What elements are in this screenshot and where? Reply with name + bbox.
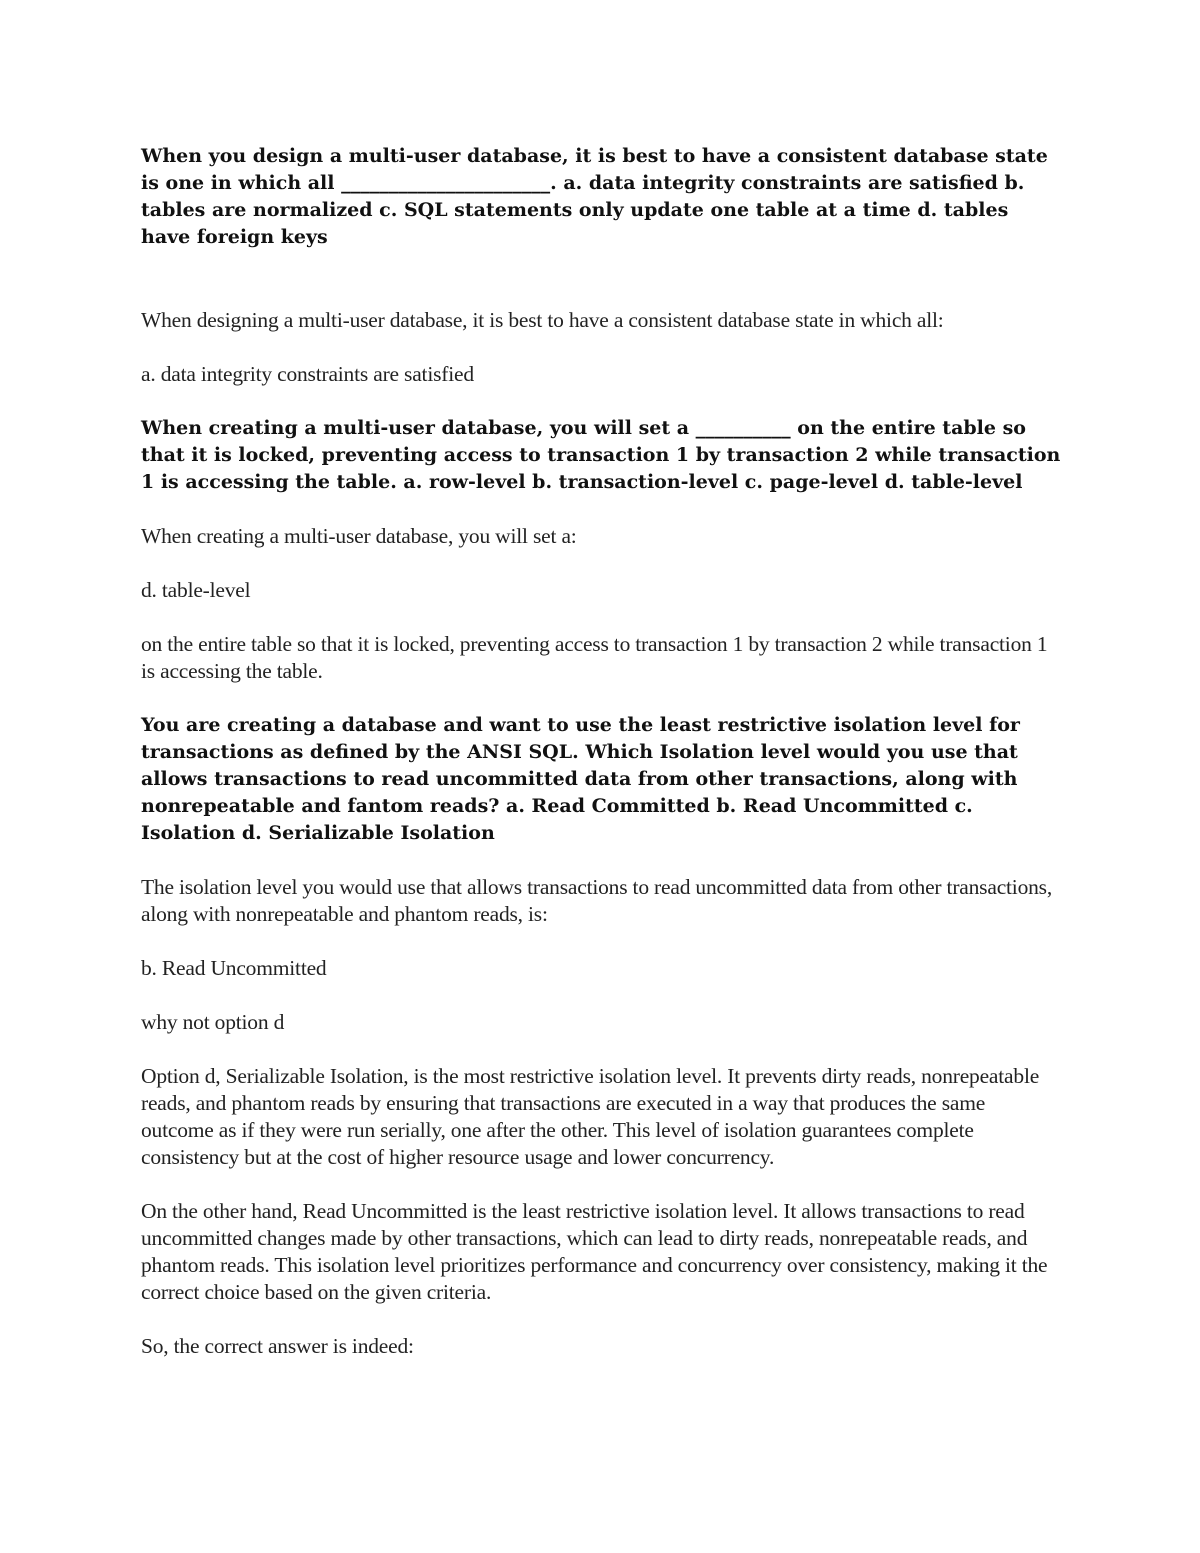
question-paragraph: When creating a multi-user database, you will set a __________ on the entire table so that it is locked, preventing access to transaction 1 by transaction 2 while transaction 1 is accessing the table. a. row-level b. transaction-level c. page-level d. table-level xyxy=(141,417,1061,493)
answer-paragraph: So, the correct answer is indeed: xyxy=(141,1334,414,1358)
answer-paragraph: On the other hand, Read Uncommitted is the least restrictive isolation level. It allows transactions to read uncommitted changes made by other transactions, which can lead to dirty reads, nonrepeatable reads, and phantom reads. This isolation level prioritizes performance and concurrency over consistency, making it the correct choice based on the given criteria. xyxy=(141,1199,1048,1304)
answer-paragraph: why not option d xyxy=(141,1010,285,1034)
answer-paragraph: a. data integrity constraints are satisfied xyxy=(141,362,474,386)
answer-paragraph: b. Read Uncommitted xyxy=(141,956,327,980)
answer-paragraph: d. table-level xyxy=(141,578,251,602)
document-body xyxy=(141,143,1061,1387)
answer-paragraph: on the entire table so that it is locked, preventing access to transaction 1 by transaction 2 while transaction 1 is accessing the table. xyxy=(141,632,1048,683)
answer-paragraph: When designing a multi-user database, it is best to have a consistent database state in which all: xyxy=(141,308,944,332)
answer-paragraph: When creating a multi-user database, you will set a: xyxy=(141,524,577,548)
answer-paragraph: The isolation level you would use that allows transactions to read uncommitted data from other transactions, along with nonrepeatable and phantom reads, is: xyxy=(141,875,1053,926)
question-paragraph: When you design a multi-user database, it is best to have a consistent database state is one in which all ______________________. a. data integrity constraints are satisfied b. tables are normalized c. SQL statements only update one table at a time d. tables have foreign keys xyxy=(141,145,1048,248)
question-paragraph: You are creating a database and want to use the least restrictive isolation level for transactions as defined by the ANSI SQL. Which Isolation level would you use that allows transactions to read uncommitted data from other transactions, along with nonrepeatable and fantom reads? a. Read Committed b. Read Uncommitted c. Isolation d. Serializable Isolation xyxy=(141,714,1020,844)
answer-paragraph: Option d, Serializable Isolation, is the most restrictive isolation level. It prevents dirty reads, nonrepeatable reads, and phantom reads by ensuring that transactions are executed in a way that produces the same outcome as if they were run serially, one after the other. This level of isolation guarantees complete consistency but at the cost of higher resource usage and lower concurrency. xyxy=(141,1064,1040,1169)
